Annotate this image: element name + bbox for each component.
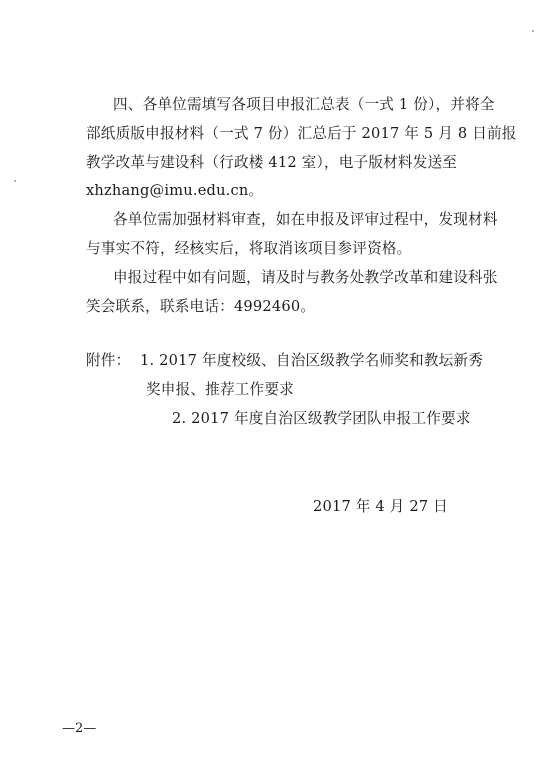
- paragraph-1-line-3: 教学改革与建设科（行政楼 412 室），电子版材料发送至: [86, 154, 458, 171]
- attachment-1-line-1: 1. 2017 年度校级、自治区级教学名师奖和教坛新秀: [140, 352, 484, 369]
- paragraph-3-line-1: 申报过程中如有问题，请及时与教务处教学改革和建设科张: [113, 269, 498, 286]
- paragraph-2-line-1: 各单位需加强材料审查，如在申报及评审过程中，发现材料: [113, 211, 498, 228]
- document-date: 2017 年 4 月 27 日: [313, 498, 448, 515]
- attachments-label: 附件：: [86, 352, 131, 369]
- scan-speck: [14, 180, 16, 182]
- attachment-2: 2. 2017 年度自治区级教学团队申报工作要求: [172, 410, 471, 427]
- paragraph-2-line-2: 与事实不符，经核实后，将取消该项目参评资格。: [86, 240, 412, 257]
- page-number: —2—: [62, 721, 97, 736]
- paragraph-1-line-4: xhzhang@imu.edu.cn。: [86, 182, 264, 199]
- paragraph-1-line-2: 部纸质版申报材料（一式 7 份）汇总后于 2017 年 5 月 8 日前报: [86, 125, 517, 142]
- attachment-1-line-2: 奖申报、推荐工作要求: [146, 381, 294, 398]
- scan-speck: [532, 30, 534, 32]
- paragraph-3-line-2: 笑会联系，联系电话：4992460。: [86, 298, 316, 315]
- paragraph-1-line-1: 四、各单位需填写各项目申报汇总表（一式 1 份），并将全: [113, 96, 495, 113]
